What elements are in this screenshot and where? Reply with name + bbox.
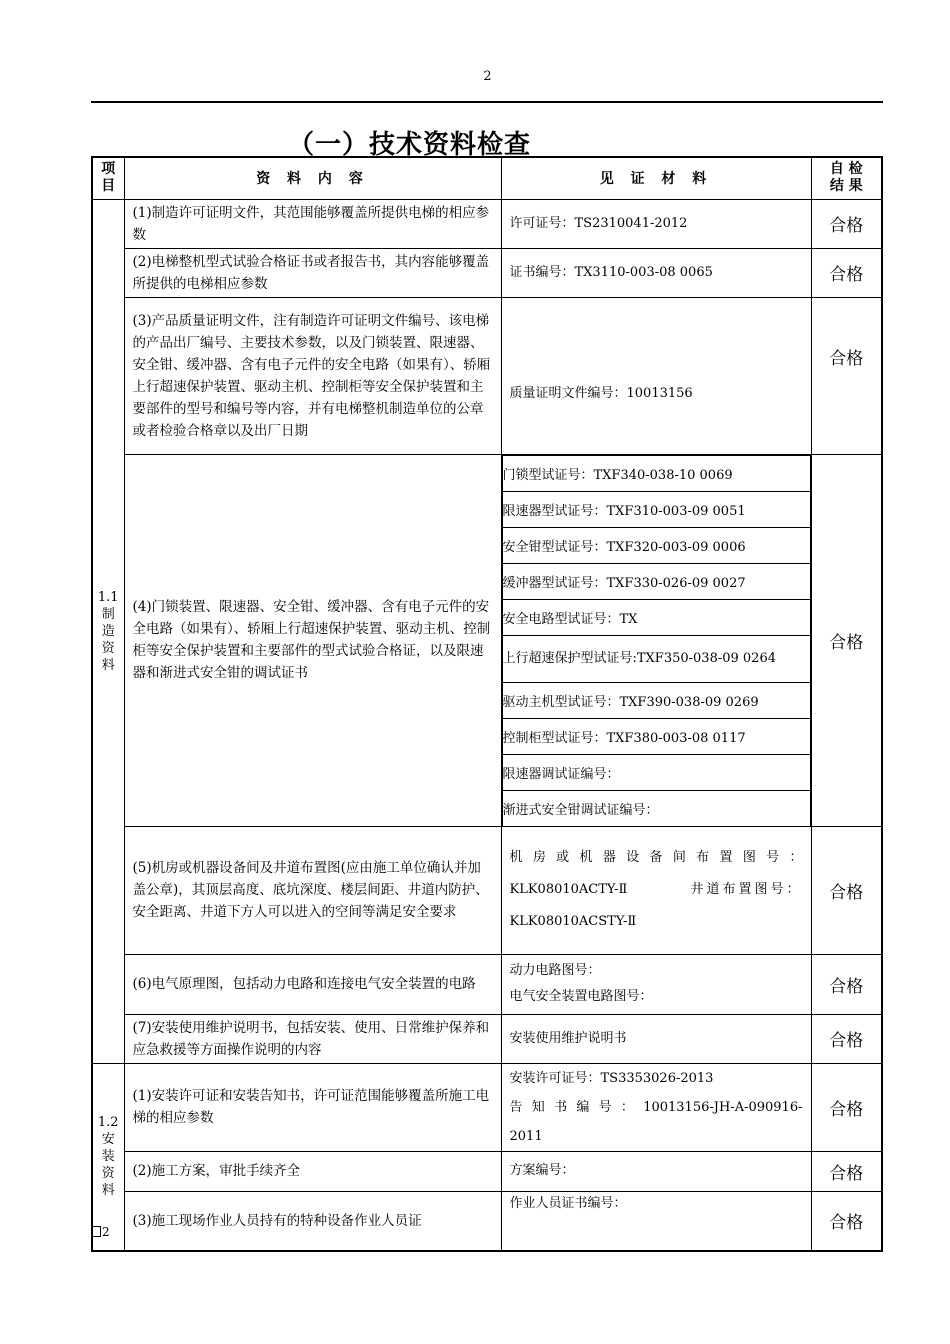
result-cell: 合格 [811, 454, 882, 826]
header-result: 自 检 结 果 [811, 157, 882, 199]
evidence-cell [501, 826, 811, 954]
square-icon [91, 1226, 101, 1237]
evidence-line: 2011 [509, 1128, 543, 1144]
content-cell: (2)电梯整机型式试验合格证书或者报告书，其内容能够覆盖所提供的电梯相应参数 [124, 248, 501, 297]
header-content: 资 料 内 容 [124, 157, 501, 199]
evidence-line: 机房或机器设备间布置图号： [509, 850, 803, 865]
table-row [92, 954, 882, 1014]
page-footer [91, 1225, 110, 1239]
table-row [92, 1191, 882, 1251]
section-label-manufacturing: 1.1 制 造 资 料 [92, 199, 124, 1063]
header-evidence: 见 证 材 料 [501, 157, 811, 199]
evidence-cell: 质量证明文件编号：10013156 [501, 297, 811, 454]
evidence-list [502, 455, 811, 826]
table-row [92, 1063, 882, 1151]
evidence-cell [501, 954, 811, 1014]
evidence-cell: 方案编号： [501, 1151, 811, 1191]
header-item: 项 目 [92, 157, 124, 199]
evidence-cell: 证书编号：TX3110-003-08 0065 [501, 248, 811, 297]
table-row [92, 826, 882, 954]
evidence-value: KLK08010ACTY-Ⅱ [509, 882, 628, 897]
table-header-row [92, 157, 882, 199]
table-row [92, 199, 882, 248]
evidence-list-cell [501, 454, 811, 826]
content-cell: (2)施工方案，审批手续齐全 [124, 1151, 501, 1191]
content-cell: (4)门锁装置、限速器、安全钳、缓冲器、含有电子元件的安全电路（如果有）、轿厢上行超速保护装置、驱动主机、控制柜等安全保护装置和主要部件的型式试验合格证，以及限速器和渐进式安全钳的调试证书 [124, 454, 501, 826]
list-item: 渐进式安全钳调试证编号： [502, 790, 810, 826]
evidence-line: 告知书编号：10013156-JH-A-090916- [509, 1099, 803, 1115]
content-cell: (3)产品质量证明文件，注有制造许可证明文件编号、该电梯的产品出厂编号、主要技术参数，以及门锁装置、限速器、安全钳、缓冲器、含有电子元件的安全电路（如果有）、轿厢上行超速保护装置、驱动主机、控制柜等安全保护装置和主要部件的型号和编号等内容，并有电梯整机制造单位的公章或者检验合格章以及出厂日期 [124, 297, 501, 454]
page-number: 2 [483, 69, 492, 84]
result-cell: 合格 [811, 1063, 882, 1151]
content-cell: (3)施工现场作业人员持有的特种设备作业人员证 [124, 1191, 501, 1251]
result-cell: 合格 [811, 199, 882, 248]
list-item: 安全钳型试证号：TXF320-003-09 0006 [502, 527, 810, 563]
evidence-line: 安装许可证号：TS3353026-2013 [509, 1070, 714, 1086]
evidence-cell: 作业人员证书编号： [501, 1191, 811, 1251]
evidence-cell: 许可证号：TS2310041-2012 [501, 199, 811, 248]
list-item: 控制柜型试证号：TXF380-003-08 0117 [502, 718, 810, 754]
result-cell: 合格 [811, 248, 882, 297]
list-item: 安全电路型试证号：TX [502, 599, 810, 635]
evidence-cell: 安装使用维护说明书 [501, 1014, 811, 1063]
table-row [92, 297, 882, 454]
content-cell: (1)制造许可证明文件，其范围能够覆盖所提供电梯的相应参数 [124, 199, 501, 248]
table-row [92, 248, 882, 297]
table-row [92, 1014, 882, 1063]
result-cell: 合格 [811, 1151, 882, 1191]
result-cell: 合格 [811, 297, 882, 454]
table-row [92, 454, 882, 826]
page-title: （一）技术资料检查 [288, 130, 532, 160]
list-item: 门锁型试证号：TXF340-038-10 0069 [502, 455, 810, 491]
content-cell: (7)安装使用维护说明书，包括安装、使用、日常维护保养和应急救援等方面操作说明的内容 [124, 1014, 501, 1063]
evidence-label: 井道布置图号： [690, 882, 803, 897]
result-cell: 合格 [811, 1191, 882, 1251]
evidence-cell [501, 1063, 811, 1151]
list-item: 缓冲器型试证号：TXF330-026-09 0027 [502, 563, 810, 599]
list-item: 驱动主机型试证号：TXF390-038-09 0269 [502, 682, 810, 718]
result-cell: 合格 [811, 826, 882, 954]
footer-page-number: 2 [102, 1225, 110, 1239]
table-row [92, 1151, 882, 1191]
evidence-line: KLK08010ACSTY-Ⅱ [509, 914, 637, 929]
result-cell: 合格 [811, 954, 882, 1014]
list-item: 限速器调试证编号： [502, 754, 810, 790]
evidence-line: 电气安全装置电路图号： [509, 989, 653, 1004]
section-label-installation: 1.2 安 装 资 料 [92, 1063, 124, 1251]
header-rule [91, 101, 883, 103]
list-item: 限速器型试证号：TXF310-003-09 0051 [502, 491, 810, 527]
content-cell: (1)安装许可证和安装告知书，许可证范围能够覆盖所施工电梯的相应参数 [124, 1063, 501, 1151]
inspection-table [91, 156, 883, 1252]
result-cell: 合格 [811, 1014, 882, 1063]
content-cell: (6)电气原理图，包括动力电路和连接电气安全装置的电路 [124, 954, 501, 1014]
evidence-line [510, 874, 803, 906]
evidence-line: 动力电路图号： [509, 963, 601, 978]
content-cell: (5)机房或机器设备间及井道布置图(应由施工单位确认并加盖公章)，其顶层高度、底坑深度、楼层间距、井道内防护、安全距离、井道下方人可以进入的空间等满足安全要求 [124, 826, 501, 954]
list-item: 上行超速保护型试证号:TXF350-038-09 0264 [502, 635, 810, 682]
